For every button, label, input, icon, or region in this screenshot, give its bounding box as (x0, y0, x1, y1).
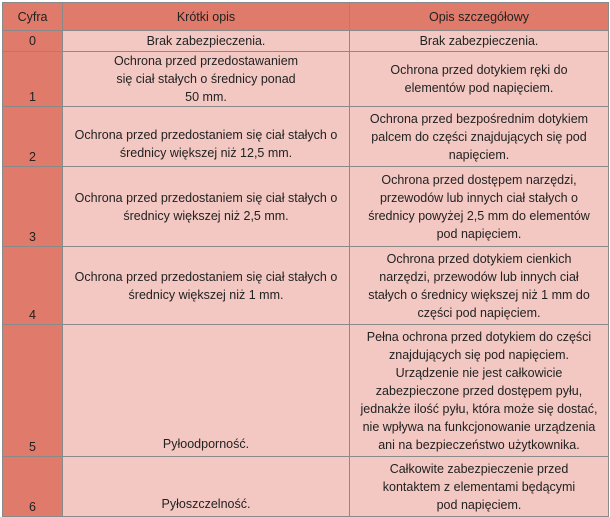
row-detailed-description: Ochrona przed dotykiem ręki do elementów pod napięciem. (350, 52, 609, 107)
row-detailed-description: Ochrona przed bezpośrednim dotykiem palcem do części znajdujących się pod napięciem. (350, 107, 609, 167)
ip-protection-table (2, 2, 609, 517)
header-short-description: Krótki opis (63, 3, 350, 31)
row-detailed-description: Ochrona przed dostępem narzędzi, przewodów lub innych ciał stałych o średnicy powyżej 2,5 mm do elementów pod napięciem. (350, 167, 609, 247)
row-detailed-description: Pełna ochrona przed dotykiem do części znajdujących się pod napięciem. Urządzenie nie jest całkowicie zabezpieczone przed dostępem pyłu, jednakże ilość pyłu, która może się dostać, nie wpływa na funkcjonowanie urządzenia ani na bezpieczeństwo użytkownika. (350, 325, 609, 457)
header-detailed-description: Opis szczegółowy (350, 3, 609, 31)
row-digit: 1 (3, 52, 63, 107)
row-short-description: Pyłoszczelność. (63, 457, 350, 517)
table-header-row (3, 3, 609, 31)
row-digit: 0 (3, 31, 63, 52)
table-row (3, 52, 609, 107)
table-row (3, 31, 609, 52)
table-row (3, 457, 609, 517)
table-row (3, 247, 609, 325)
row-short-description: Ochrona przed przedostaniem się ciał stałych o średnicy większej niż 1 mm. (63, 247, 350, 325)
row-short-description: Pyłoodporność. (63, 325, 350, 457)
row-detailed-description: Całkowite zabezpieczenie przed kontaktem z elementami będącymi pod napięciem. (350, 457, 609, 517)
row-detailed-description: Ochrona przed dotykiem cienkich narzędzi, przewodów lub innych ciał stałych o średnicy większej niż 1 mm do części pod napięciem. (350, 247, 609, 325)
row-digit: 6 (3, 457, 63, 517)
table-row (3, 107, 609, 167)
row-digit: 3 (3, 167, 63, 247)
row-short-description: Ochrona przed przedostawaniem się ciał stałych o średnicy ponad 50 mm. (63, 52, 350, 107)
row-digit: 5 (3, 325, 63, 457)
row-short-description: Ochrona przed przedostaniem się ciał stałych o średnicy większej niż 2,5 mm. (63, 167, 350, 247)
table-row (3, 325, 609, 457)
row-digit: 2 (3, 107, 63, 167)
header-digit: Cyfra (3, 3, 63, 31)
row-digit: 4 (3, 247, 63, 325)
row-short-description: Ochrona przed przedostaniem się ciał stałych o średnicy większej niż 12,5 mm. (63, 107, 350, 167)
row-short-description: Brak zabezpieczenia. (63, 31, 350, 52)
row-detailed-description: Brak zabezpieczenia. (350, 31, 609, 52)
table-row (3, 167, 609, 247)
